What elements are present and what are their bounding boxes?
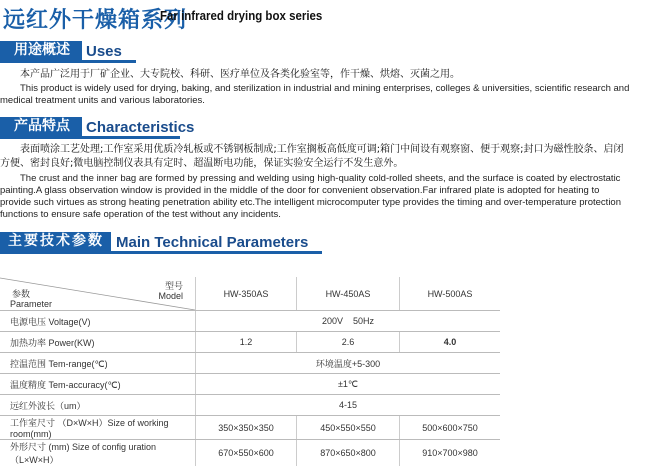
table-row: [0, 311, 500, 332]
param-label-cn: 参数: [12, 289, 31, 299]
row-value: 环境温度+5-300: [196, 353, 501, 374]
uses-text-cn: 本产品广泛用于厂矿企业、大专院校、科研、医疗单位及各类化验室等，作干燥、烘熔、灭菌之用。: [20, 69, 460, 80]
row-value: 450×550×550: [297, 416, 400, 440]
table-row: [0, 395, 500, 416]
characteristics-heading-en: Characteristics: [86, 119, 195, 136]
row-value: 4-15: [196, 395, 501, 416]
model-header: HW-450AS: [297, 277, 400, 311]
row-label: 远红外波长（um）: [0, 395, 196, 416]
header-param-cell: [0, 277, 196, 311]
uses-heading-cn: 用途概述: [0, 41, 82, 60]
characteristics-text-cn: 表面喷涂工艺处理;工作室采用优质冷轧板或不锈钢板制成;工作室搁板高低度可调;箱门中间设有观察窗、便于观察;封口为磁性胶条、启闭方便、密封良好;微电脑控制仪表具有定时、超温断电功能，保证实验安全运行不发生意外。: [0, 144, 624, 169]
uses-text-en: This product is widely used for drying, baking, and sterilization in industrial and mining enterprises, colleges & universities, scientific research and medical treatment units and various laboratories.: [0, 83, 630, 106]
row-value: 500×600×750: [400, 416, 501, 440]
characteristics-text-en: The crust and the inner bag are formed by pressing and welding using high-quality cold-rolled sheets, and the surface is coated by electrostatic painting.A glass observation window is provided in the middle of the door for convenient observation.Far infrared plate is adopted for heating to provide such virtues as strong heating penetration ability etc.The intelligent microcomputer type provides the timing and over-temperature protection functions to ensure safe operation of the test without any incidents.: [0, 173, 621, 220]
model-label-cn: 型号: [164, 281, 183, 291]
param-label-en: Parameter: [10, 299, 53, 309]
row-label: 温度精度 Tem-accuracy(℃): [0, 374, 196, 395]
row-value: 350×350×350: [196, 416, 297, 440]
page-title-cn: 远红外干燥箱系列: [3, 8, 188, 33]
parameters-table: [0, 277, 500, 466]
table-row: [0, 440, 500, 467]
params-heading-en: Main Technical Parameters: [116, 234, 309, 251]
row-label: 电源电压 Voltage(V): [0, 311, 196, 332]
uses-heading-en: Uses: [86, 43, 122, 60]
characteristics-banner: [0, 117, 195, 139]
row-value: ±1℃: [196, 374, 501, 395]
row-label: 外形尺寸 (mm) Size of config uration（L×W×H）: [10, 442, 157, 465]
characteristics-heading-cn: 产品特点: [0, 117, 82, 136]
row-label: 控温范围 Tem-range(℃): [0, 353, 196, 374]
page-title-en: Far infrared drying box series: [160, 9, 323, 23]
params-banner: [0, 232, 322, 254]
table-row: [0, 353, 500, 374]
row-value: 2.6: [297, 332, 400, 353]
table-header-row: [0, 277, 500, 311]
row-value: 1.2: [196, 332, 297, 353]
table-row: [0, 374, 500, 395]
model-header: HW-500AS: [400, 277, 501, 311]
row-value: 910×700×980: [400, 440, 501, 467]
row-label: 加热功率 Power(KW): [0, 332, 196, 353]
params-heading-cn: 主要技术参数: [0, 232, 111, 251]
model-label-en: Model: [158, 291, 183, 301]
table-row: [0, 416, 500, 440]
row-value: 670×550×600: [196, 440, 297, 467]
model-header: HW-350AS: [196, 277, 297, 311]
row-label: 工作室尺寸 （D×W×H）Size of working room(mm): [0, 416, 196, 440]
row-value: 870×650×800: [297, 440, 400, 467]
table-row: [0, 332, 500, 353]
uses-banner: [0, 41, 136, 63]
row-value: 200V 50Hz: [196, 311, 501, 332]
row-value: 4.0: [400, 332, 501, 353]
